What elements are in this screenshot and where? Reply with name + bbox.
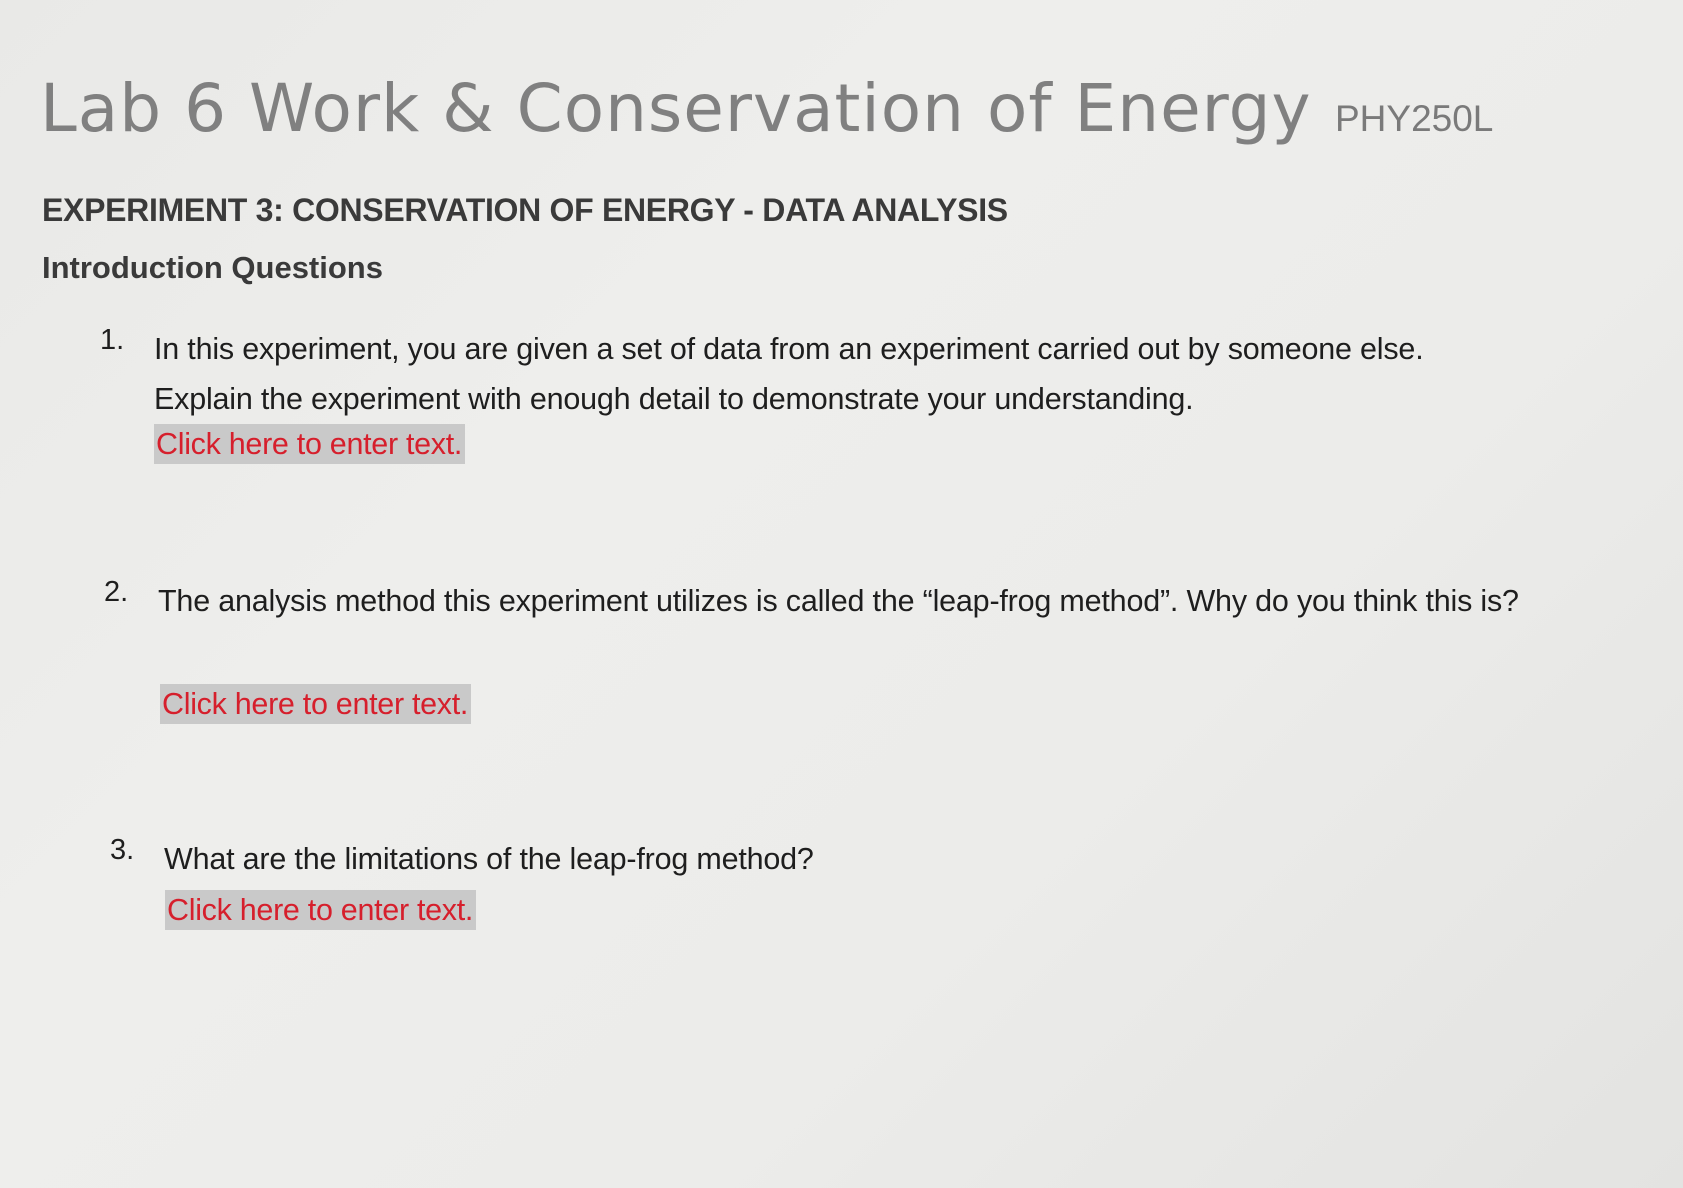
answer-field-1[interactable]: Click here to enter text. xyxy=(154,424,465,464)
section-heading: EXPERIMENT 3: CONSERVATION OF ENERGY - DATA ANALYSIS xyxy=(42,192,1008,228)
course-code: PHY250L xyxy=(1335,98,1494,139)
question-text: The analysis method this experiment utilizes is called the “leap-frog method”. Why do you think this is? xyxy=(158,584,1519,618)
question-text: In this experiment, you are given a set of data from an experiment carried out by someone else. Explain the experiment with enough detail to demonstrate your understanding. xyxy=(154,332,1424,416)
answer-field-2[interactable]: Click here to enter text. xyxy=(160,684,471,724)
section-subheading: Introduction Questions xyxy=(42,250,383,285)
document-title: Lab 6 Work & Conservation of Energy xyxy=(40,70,1312,147)
question-number: 3. xyxy=(110,834,135,866)
question-text: What are the limitations of the leap-frog method? xyxy=(164,842,814,876)
answer-field-3[interactable]: Click here to enter text. xyxy=(165,890,476,930)
question-number: 1. xyxy=(100,324,125,356)
question-number: 2. xyxy=(104,576,129,608)
